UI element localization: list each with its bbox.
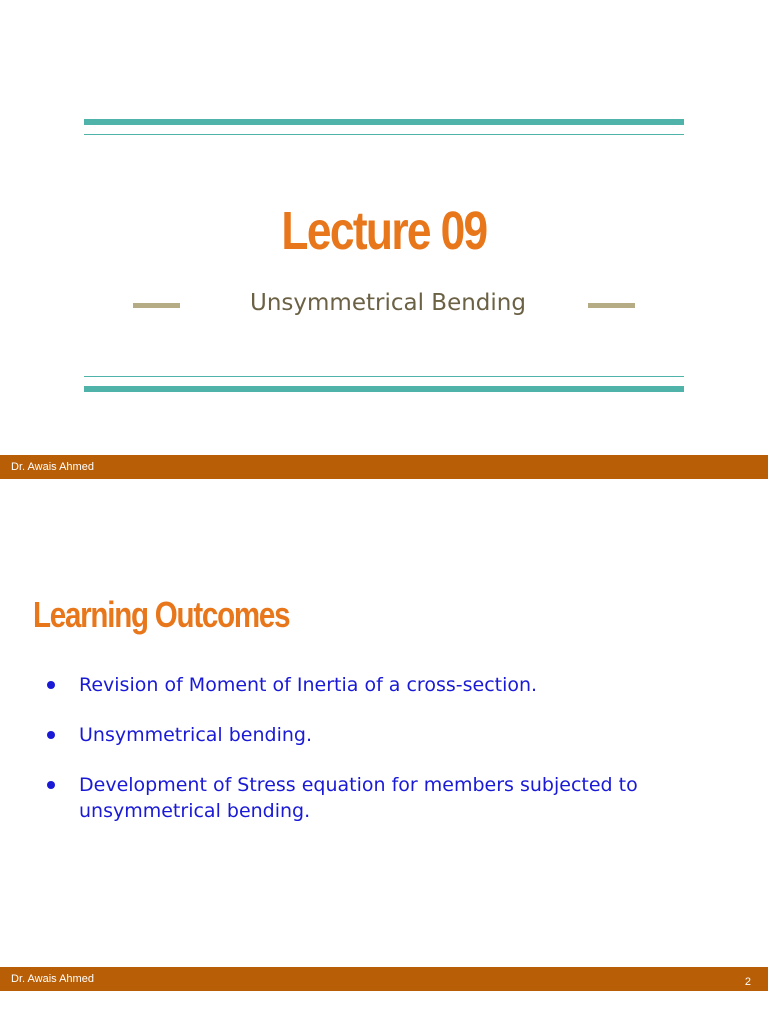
page-number: 2 [744, 976, 751, 988]
bullet-icon [47, 781, 55, 789]
slide-heading: Learning Outcomes [33, 594, 290, 635]
outcomes-list [0, 672, 768, 848]
bottom-thick-rule [84, 386, 684, 392]
list-item [0, 722, 768, 748]
top-thick-rule [84, 119, 684, 125]
footer-author: Dr. Awais Ahmed [11, 461, 94, 473]
bullet-icon [47, 731, 55, 739]
outcome-text: Development of Stress equation for members subjected to unsymmetrical bending. [79, 774, 638, 822]
right-dash-divider [588, 303, 635, 308]
outcome-text: Revision of Moment of Inertia of a cross-section. [79, 674, 538, 696]
bullet-icon [47, 681, 55, 689]
list-item [0, 772, 768, 824]
outcome-text: Unsymmetrical bending. [79, 724, 313, 746]
top-thin-rule [84, 134, 684, 135]
list-item [0, 672, 768, 698]
bottom-thin-rule [84, 376, 684, 377]
lecture-subtitle: Unsymmetrical Bending [250, 290, 526, 316]
title-slide [0, 0, 768, 479]
subtitle-row [0, 284, 768, 324]
lecture-title: Lecture 09 [281, 201, 487, 261]
footer-author: Dr. Awais Ahmed [11, 973, 94, 985]
slide-footer [0, 455, 768, 479]
slide-footer [0, 967, 768, 991]
